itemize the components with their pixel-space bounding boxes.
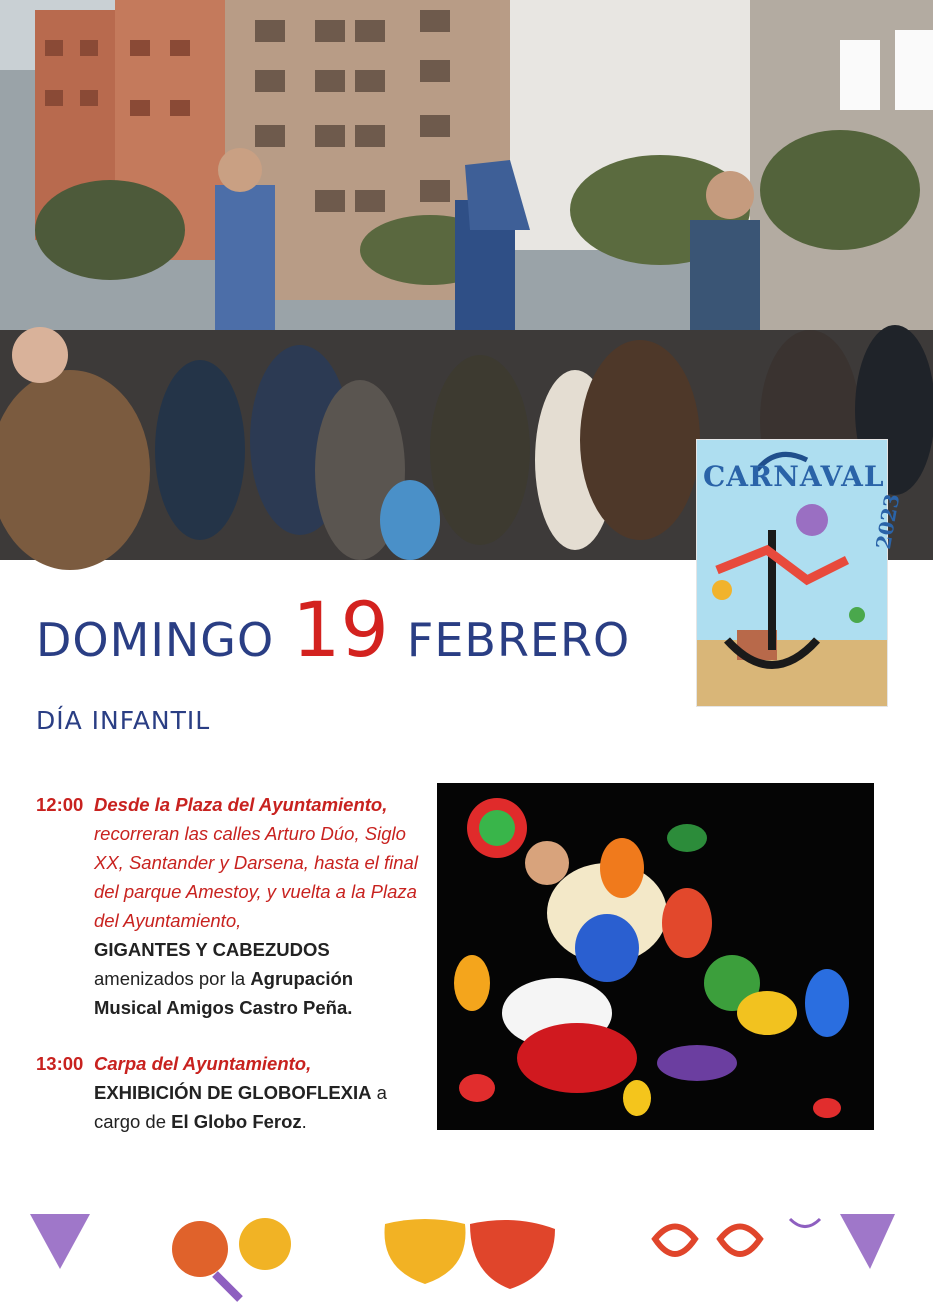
event-text-end: . <box>301 1111 307 1132</box>
event-text: amenizados por la <box>94 968 246 989</box>
event-text-bold: El Globo Feroz <box>171 1111 302 1132</box>
balloon-art-photo <box>437 783 874 1130</box>
poster-year: 2023 <box>871 492 905 551</box>
event-title: GIGANTES Y CABEZUDOS <box>94 939 330 960</box>
footer-decoration <box>0 1214 933 1299</box>
event-list <box>36 790 426 1163</box>
event-title: EXHIBICIÓN DE GLOBOFLEXIA <box>94 1082 372 1103</box>
poster-title: CARNAVAL <box>703 460 885 493</box>
headline-date-number: 19 <box>292 585 389 674</box>
event-time: 12:00 <box>36 794 84 815</box>
event-body <box>94 1049 426 1136</box>
headline-day: DOMINGO <box>36 613 275 667</box>
subtitle: DÍA INFANTIL <box>36 706 211 735</box>
event-body <box>94 790 426 1022</box>
event-place: Desde la Plaza del Ayuntamiento, <box>94 794 388 815</box>
event-place: Carpa del Ayuntamiento, <box>94 1053 312 1074</box>
event-text: a cargo de <box>94 1082 387 1132</box>
headline-month: FEBRERO <box>406 613 631 667</box>
event-item <box>36 790 426 1022</box>
event-time: 13:00 <box>36 1053 84 1074</box>
carnaval-poster <box>697 440 905 706</box>
event-route: recorreran las calles Arturo Dúo, Siglo XX, Santander y Darsena, hasta el final del parque Amestoy, y vuelta a la Plaza del Ayuntamiento, <box>94 823 418 931</box>
event-item <box>36 1049 426 1136</box>
event-text-bold: Agrupación Musical Amigos Castro Peña. <box>94 968 354 1018</box>
headline <box>36 585 630 680</box>
